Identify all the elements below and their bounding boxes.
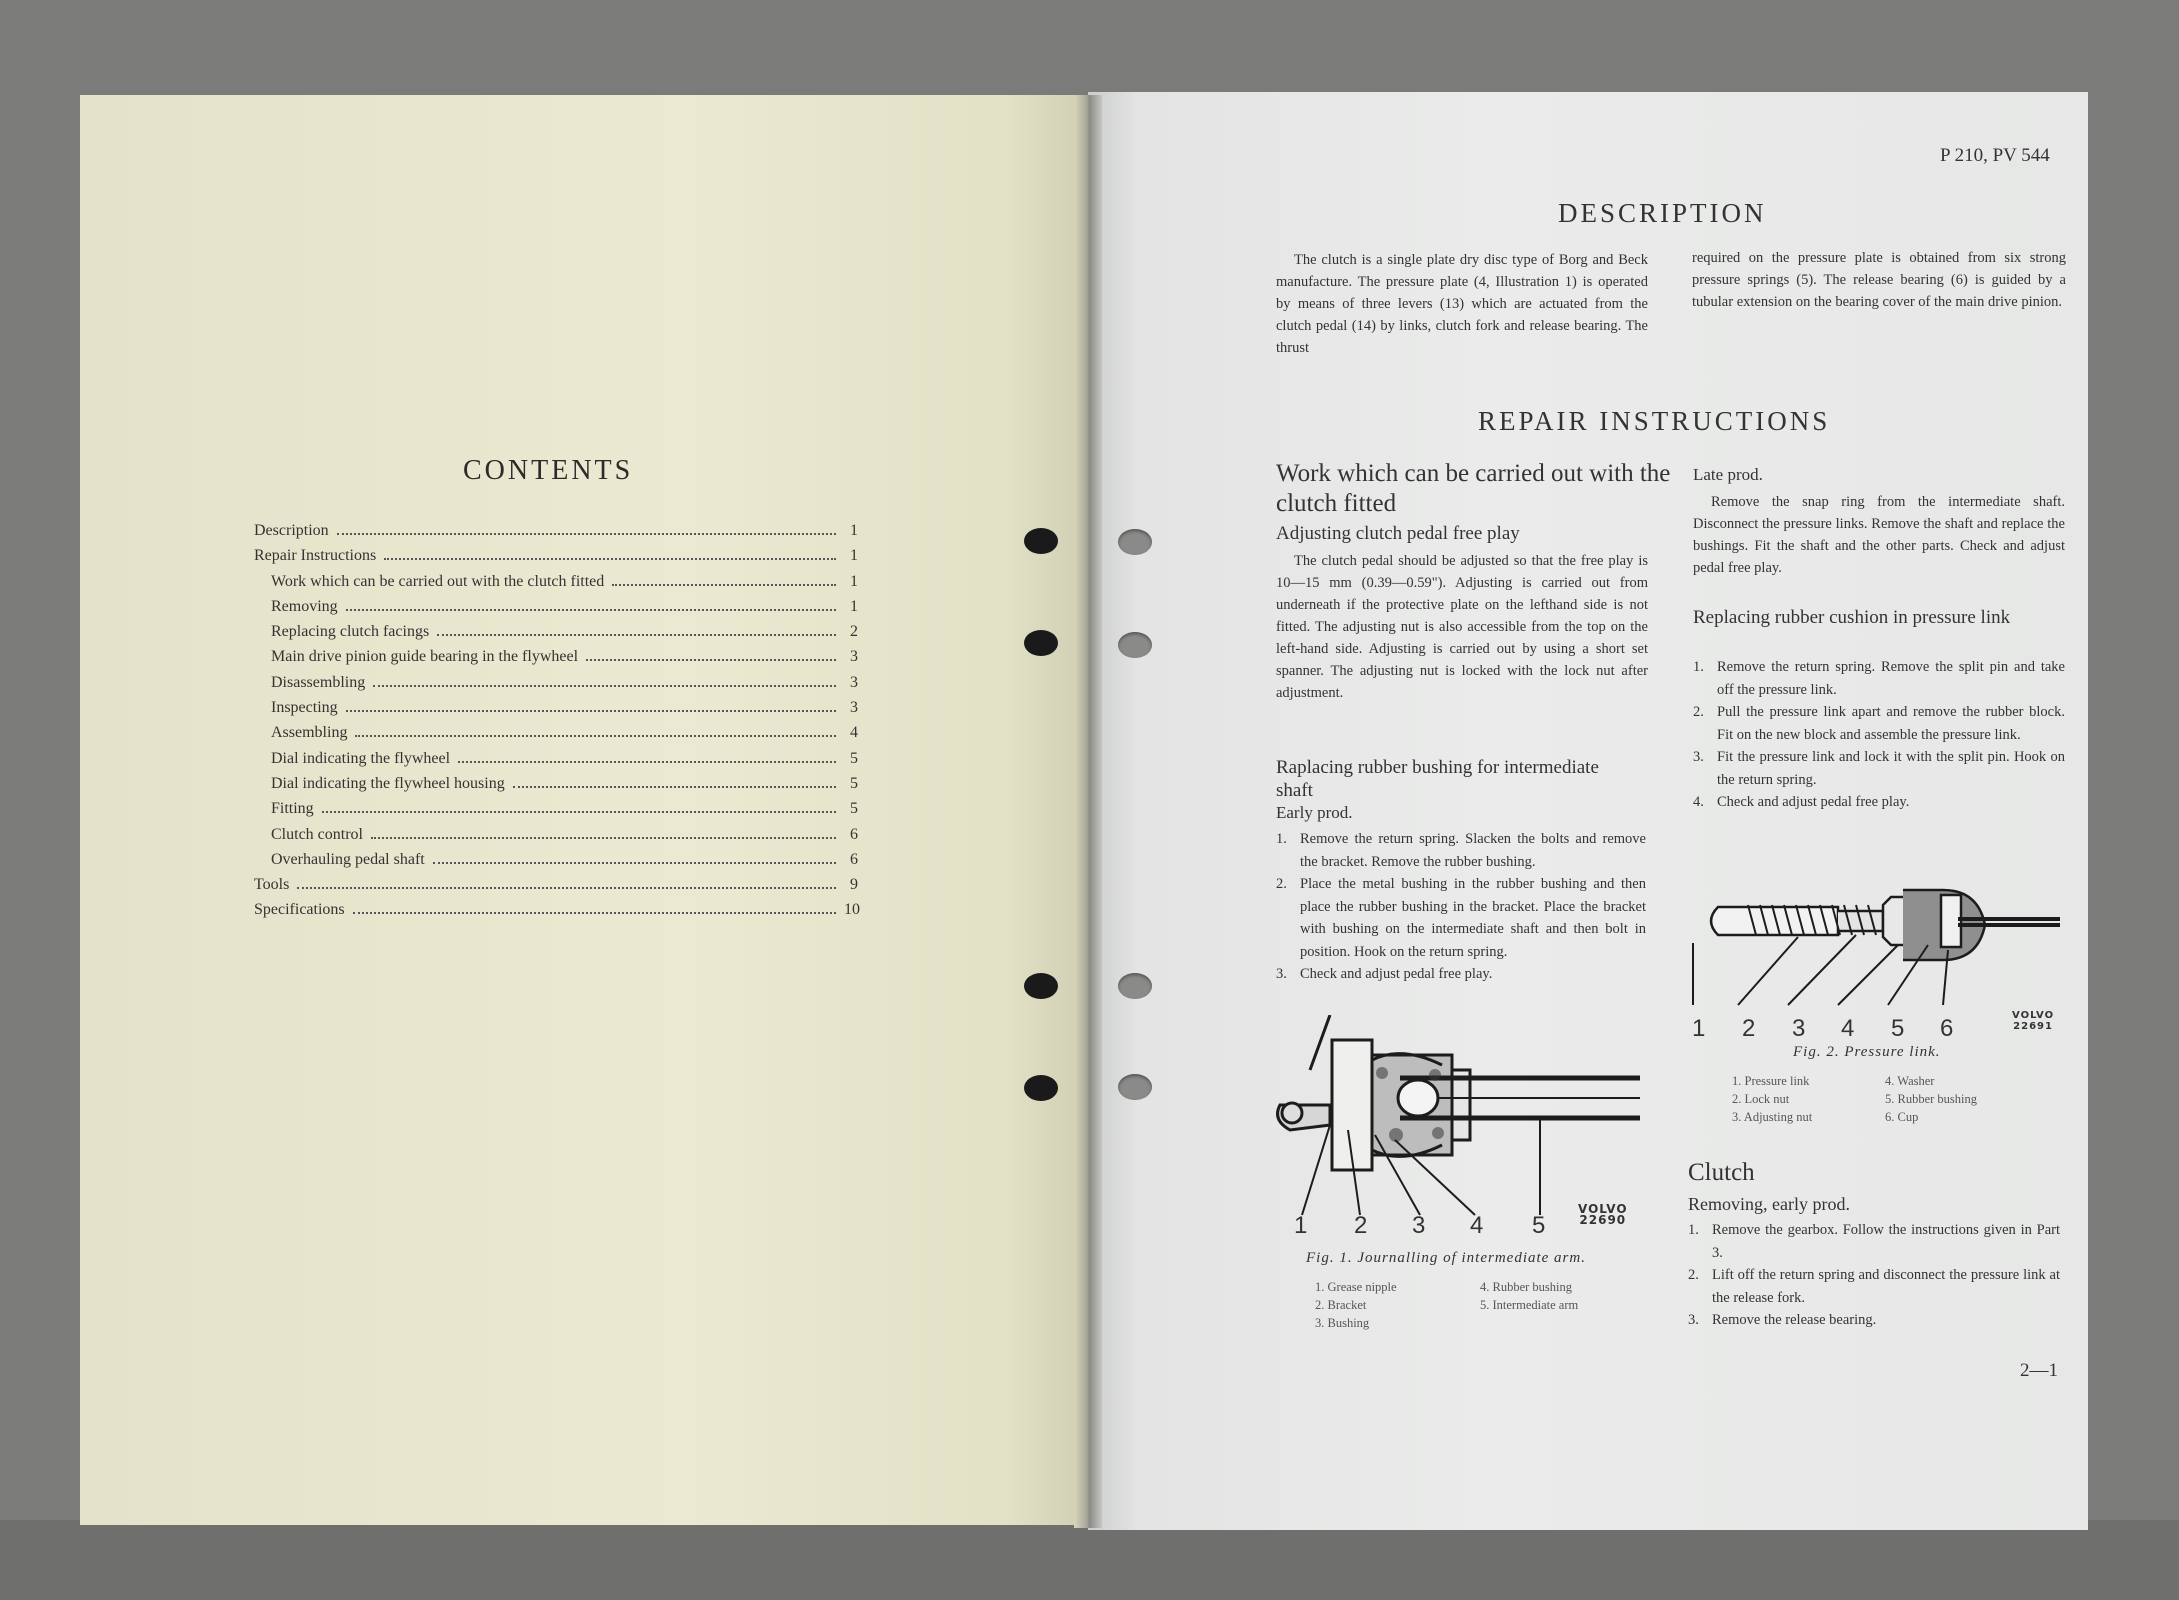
late-prod-label: Late prod.	[1693, 465, 1763, 484]
step-item	[1688, 1264, 2060, 1309]
step-text: Remove the return spring. Slacken the bolts and remove the bracket. Remove the rubber bushing.	[1300, 831, 1646, 870]
step-item	[1693, 656, 2065, 701]
binding-gutter	[1074, 95, 1102, 1528]
toc-entry-page: 5	[850, 774, 858, 792]
toc-entry-page: 5	[850, 800, 858, 818]
fig2-number: 2	[1742, 1015, 1756, 1042]
toc-leader-dots	[297, 887, 836, 889]
step-text: Remove the gearbox. Follow the instructions given in Part 3.	[1712, 1222, 2060, 1261]
table-surface	[0, 1520, 2179, 1600]
toc-leader-dots	[322, 811, 836, 813]
step-text: Fit the pressure link and lock it with the split pin. Hook on the return spring.	[1717, 749, 2065, 788]
toc-entry-page: 6	[850, 825, 858, 843]
fig2-number: 6	[1940, 1015, 1954, 1042]
step-number: 1.	[1276, 831, 1287, 847]
toc-entry-page: 1	[850, 572, 858, 590]
description-column-1: The clutch is a single plate dry disc type of Borg and Beck manufacture. The pressure plate (4, Illustration 1) is operated by means of three levers (13) which are actuated from the clutch pedal (14) by links, clutch fork and release bearing. The thrust	[1276, 252, 1648, 356]
step-number: 2.	[1276, 876, 1287, 892]
toc-leader-dots	[612, 584, 836, 586]
legend-item: 1. Pressure link	[1732, 1074, 1810, 1088]
binder-hole	[1118, 973, 1152, 999]
bushing-heading: Raplacing rubber bushing for intermediate shaft	[1276, 757, 1599, 801]
toc-entry	[254, 648, 858, 673]
fig1-number: 1	[1294, 1212, 1308, 1239]
fig2-number: 3	[1792, 1015, 1806, 1042]
table-of-contents	[254, 522, 858, 927]
toc-leader-dots	[433, 862, 836, 864]
toc-leader-dots	[337, 533, 836, 535]
description-column-2: required on the pressure plate is obtained from six strong pressure springs (5). The release bearing (6) is guided by a tubular extension on the bearing cover of the main drive pinion.	[1692, 250, 2066, 310]
toc-leader-dots	[346, 609, 836, 611]
toc-entry	[254, 851, 858, 876]
fig2-number: 1	[1692, 1015, 1706, 1042]
step-number: 3.	[1276, 966, 1287, 982]
toc-entry-page: 3	[850, 673, 858, 691]
figure-2-legend	[1732, 1072, 2052, 1132]
step-number: 1.	[1693, 659, 1704, 675]
removing-steps	[1688, 1219, 2060, 1332]
toc-entry	[254, 826, 858, 851]
toc-entry-label: Work which can be carried out with the clutch fitted	[271, 572, 605, 590]
binder-hole	[1118, 1074, 1152, 1100]
toc-entry-page: 4	[850, 724, 858, 742]
step-number: 1.	[1688, 1222, 1699, 1238]
step-text: Check and adjust pedal free play.	[1717, 794, 1910, 810]
fig2-volvo-text: VOLVO	[2012, 1010, 2055, 1021]
toc-entry	[254, 800, 858, 825]
toc-entry-label: Tools	[254, 876, 290, 894]
legend-item: 2. Lock nut	[1732, 1092, 1790, 1106]
toc-entry-page: 9	[850, 876, 858, 894]
toc-entry-label: Disassembling	[271, 673, 366, 691]
toc-entry-label: Fitting	[271, 800, 314, 818]
toc-entry-label: Replacing clutch facings	[271, 623, 430, 641]
toc-leader-dots	[513, 786, 836, 788]
toc-entry-page: 1	[850, 547, 858, 565]
fig1-number: 4	[1470, 1212, 1484, 1239]
step-number: 4.	[1693, 794, 1704, 810]
toc-entry-page: 3	[850, 699, 858, 717]
toc-entry-label: Repair Instructions	[254, 547, 377, 565]
figure-2-numbers	[1690, 1015, 1970, 1045]
toc-entry-label: Dial indicating the flywheel housing	[271, 774, 505, 792]
toc-entry-label: Assembling	[271, 724, 348, 742]
toc-entry	[254, 674, 858, 699]
binder-hole	[1024, 973, 1058, 999]
toc-entry	[254, 699, 858, 724]
binder-hole	[1024, 528, 1058, 554]
fig1-code: 22690	[1579, 1213, 1627, 1227]
step-item	[1693, 791, 2065, 814]
early-prod-label: Early prod.	[1276, 803, 1353, 822]
toc-entry	[254, 876, 858, 901]
fig1-number: 2	[1354, 1212, 1368, 1239]
toc-entry-page: 10	[844, 901, 860, 919]
binder-hole	[1118, 632, 1152, 658]
toc-leader-dots	[384, 558, 836, 560]
step-item	[1688, 1309, 2060, 1332]
binder-hole	[1024, 1075, 1058, 1101]
legend-item: 6. Cup	[1885, 1110, 1919, 1124]
description-title: DESCRIPTION	[1558, 198, 1767, 228]
step-number: 3.	[1693, 749, 1704, 765]
legend-item: 1. Grease nipple	[1315, 1280, 1397, 1294]
toc-leader-dots	[458, 761, 836, 763]
fig2-volvo-logo	[2012, 1010, 2054, 1032]
toc-entry	[254, 547, 858, 572]
toc-leader-dots	[371, 837, 836, 839]
figure-1-caption: Fig. 1. Journalling of intermediate arm.	[1306, 1250, 1586, 1266]
step-text: Remove the return spring. Remove the split pin and take off the pressure link.	[1717, 659, 2065, 698]
page-number: 2—1	[2020, 1360, 2058, 1381]
step-text: Pull the pressure link apart and remove the rubber block. Fit on the new block and assemble the pressure link.	[1717, 704, 2065, 743]
step-text: Place the metal bushing in the rubber bushing and then place the rubber bushing in the bracket. Place the bracket with bushing on the intermediate shaft and then bolt in position. Hook on the return spring.	[1300, 876, 1646, 960]
toc-leader-dots	[373, 685, 836, 687]
toc-entry	[254, 522, 858, 547]
figure-1-legend	[1315, 1278, 1655, 1338]
early-prod-steps	[1276, 828, 1646, 986]
step-number: 2.	[1693, 704, 1704, 720]
legend-item: 4. Rubber bushing	[1480, 1280, 1573, 1294]
toc-entry-page: 2	[850, 623, 858, 641]
step-text: Lift off the return spring and disconnect the pressure link at the release fork.	[1712, 1267, 2060, 1306]
step-item	[1276, 828, 1646, 873]
toc-entry-label: Overhauling pedal shaft	[271, 850, 425, 868]
legend-item: 3. Bushing	[1315, 1316, 1370, 1330]
binder-hole	[1118, 529, 1152, 555]
toc-entry-label: Main drive pinion guide bearing in the flywheel	[271, 648, 579, 666]
toc-entry-label: Specifications	[254, 901, 345, 919]
cushion-steps	[1693, 656, 2065, 814]
toc-entry-page: 1	[850, 522, 858, 539]
toc-entry-page: 5	[850, 749, 858, 767]
late-prod-text: Remove the snap ring from the intermediate shaft. Disconnect the pressure links. Remove the shaft and replace the bushings. Fit the shaft and the other parts. Check and adjust pedal free play.	[1693, 494, 2065, 576]
toc-entry-label: Inspecting	[271, 699, 338, 717]
fig1-number: 3	[1412, 1212, 1426, 1239]
toc-entry-label: Description	[254, 522, 329, 539]
toc-leader-dots	[346, 710, 836, 712]
step-text: Check and adjust pedal free play.	[1300, 966, 1493, 982]
fig1-volvo-logo	[1578, 1204, 1628, 1226]
step-item	[1688, 1219, 2060, 1264]
toc-entry-page: 3	[850, 648, 858, 666]
contents-title: CONTENTS	[463, 455, 634, 486]
step-number: 3.	[1688, 1312, 1699, 1328]
figure-1-numbers	[1290, 1212, 1570, 1242]
toc-leader-dots	[353, 912, 836, 914]
model-reference: P 210, PV 544	[1940, 145, 2050, 166]
fig1-volvo-text: VOLVO	[1578, 1202, 1628, 1216]
toc-entry-label: Removing	[271, 597, 338, 615]
removing-heading: Removing, early prod.	[1688, 1194, 1850, 1214]
fig2-code: 22691	[2013, 1021, 2053, 1032]
step-text: Remove the release bearing.	[1712, 1312, 1877, 1328]
step-item	[1693, 746, 2065, 791]
legend-item: 5. Rubber bushing	[1885, 1092, 1978, 1106]
toc-leader-dots	[437, 634, 836, 636]
toc-entry	[254, 775, 858, 800]
toc-entry	[254, 623, 858, 648]
toc-entry	[254, 901, 858, 926]
toc-entry	[254, 598, 858, 623]
toc-leader-dots	[586, 659, 836, 661]
legend-item: 4. Washer	[1885, 1074, 1935, 1088]
step-item	[1276, 873, 1646, 963]
fig2-number: 5	[1891, 1015, 1905, 1042]
clutch-heading: Clutch	[1688, 1159, 1755, 1186]
cushion-heading: Replacing rubber cushion in pressure link	[1693, 607, 2011, 628]
legend-item: 5. Intermediate arm	[1480, 1298, 1579, 1312]
legend-item: 2. Bracket	[1315, 1298, 1367, 1312]
step-item	[1276, 963, 1646, 986]
toc-entry-page: 1	[850, 597, 858, 615]
work-heading: Work which can be carried out with the clutch fitted	[1276, 460, 1671, 517]
adjusting-heading: Adjusting clutch pedal free play	[1276, 523, 1520, 544]
toc-entry-label: Clutch control	[271, 825, 363, 843]
figure-2-drawing	[1688, 855, 2068, 1015]
toc-entry	[254, 750, 858, 775]
toc-entry	[254, 724, 858, 749]
figure-2-caption: Fig. 2. Pressure link.	[1793, 1044, 1941, 1060]
toc-leader-dots	[355, 735, 836, 737]
binder-hole	[1024, 630, 1058, 656]
adjusting-text: The clutch pedal should be adjusted so that the free play is 10—15 mm (0.39—0.59"). Adjusting is carried out from underneath if the protective plate on the lefthand side is not fitted. The adjusting nut is also accessible from the top on the left-hand side. Adjusting is carried out by using a short set spanner. The adjusting nut is locked with the lock nut after adjustment.	[1276, 553, 1648, 701]
fig1-number: 5	[1532, 1212, 1546, 1239]
step-item	[1693, 701, 2065, 746]
fig2-number: 4	[1841, 1015, 1855, 1042]
toc-entry-label: Dial indicating the flywheel	[271, 749, 451, 767]
legend-item: 3. Adjusting nut	[1732, 1110, 1813, 1124]
repair-instructions-title: REPAIR INSTRUCTIONS	[1478, 406, 1831, 436]
step-number: 2.	[1688, 1267, 1699, 1283]
toc-entry	[254, 573, 858, 598]
toc-entry-page: 6	[850, 850, 858, 868]
